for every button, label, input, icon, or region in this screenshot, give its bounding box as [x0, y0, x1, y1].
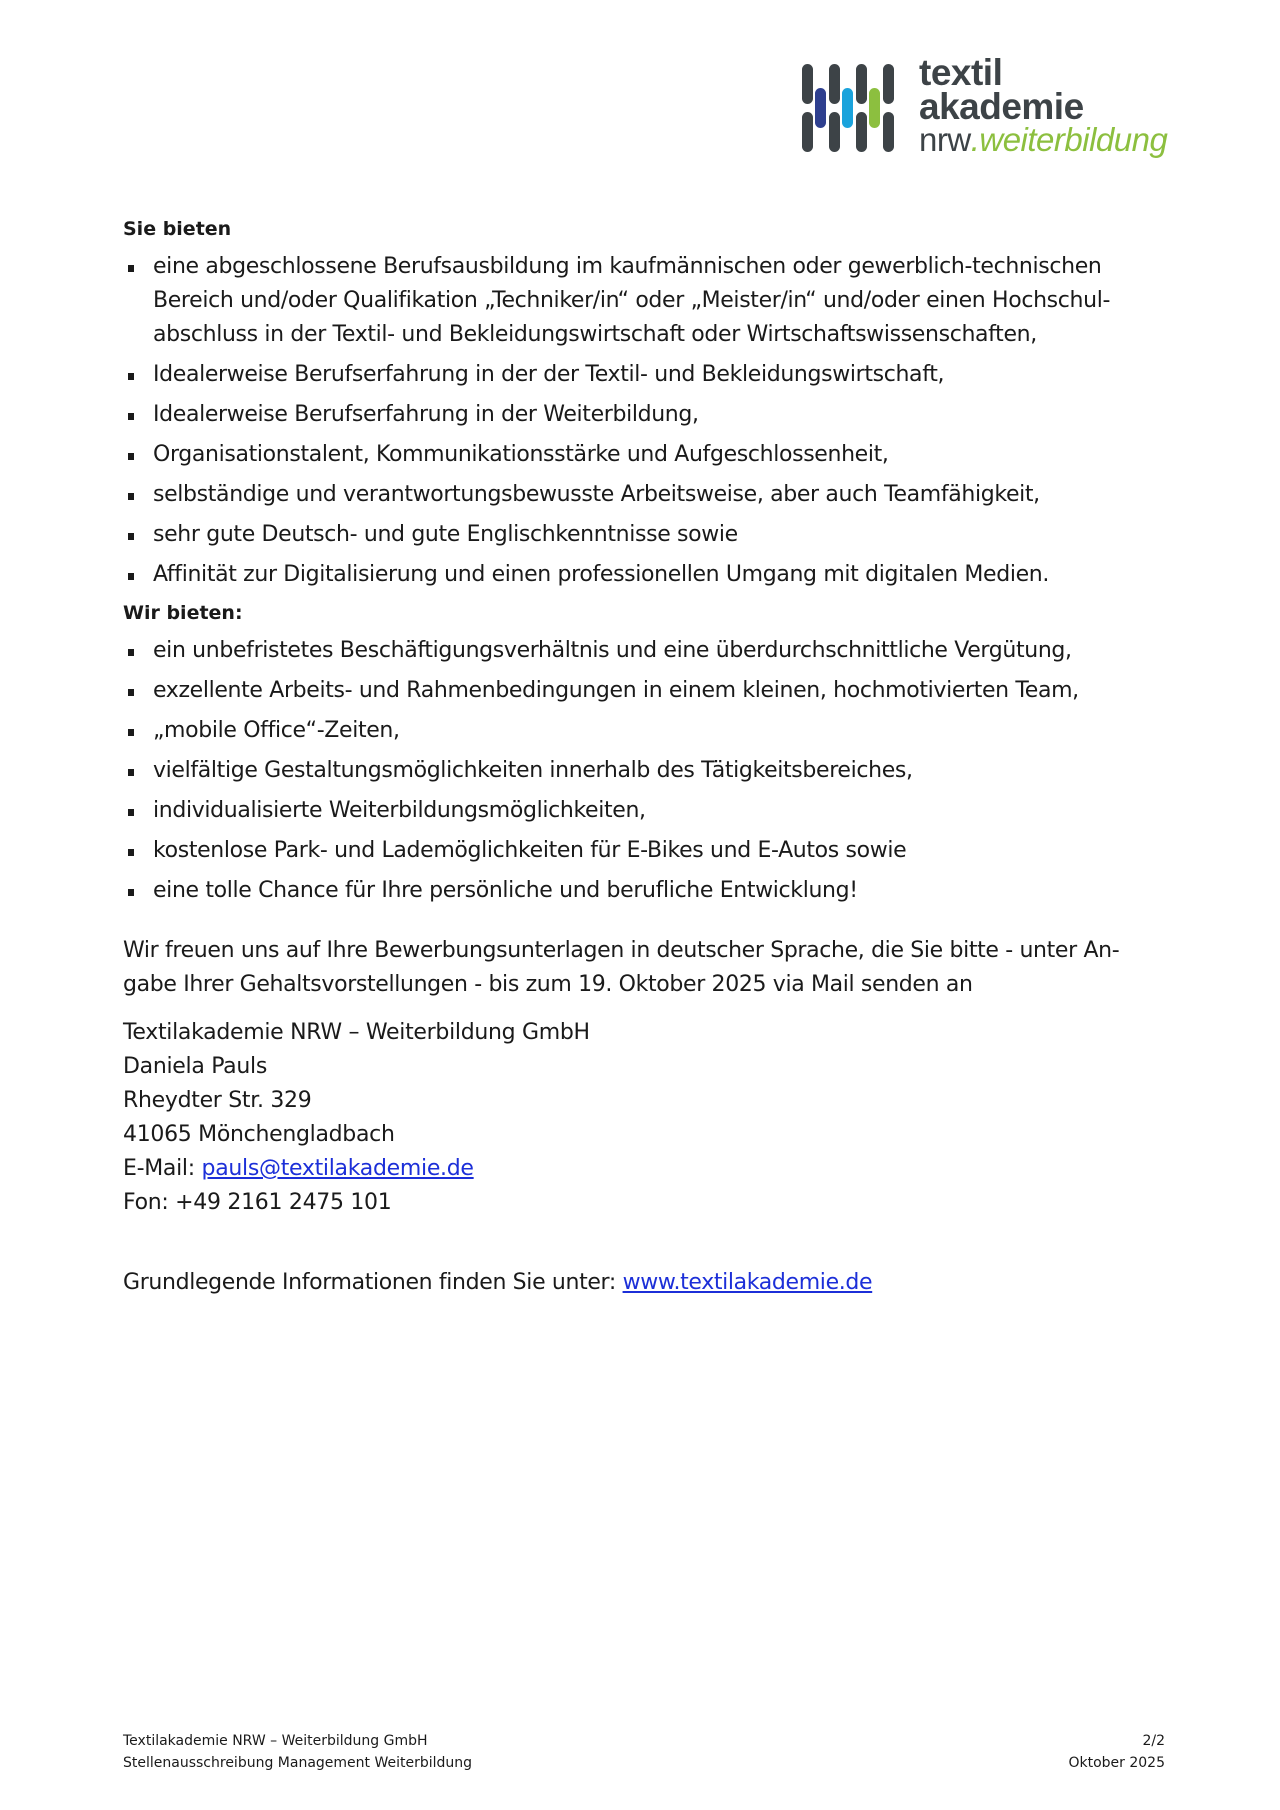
square-bullet-icon: [128, 373, 134, 380]
address-phone: Fon: +49 2161 2475 101: [123, 1190, 392, 1215]
list-item: Organisationstalent, Kommunikationsstärke und Aufgeschlossenheit,: [123, 438, 1173, 472]
address-street: Rheydter Str. 329: [123, 1088, 312, 1113]
heading-sie-bieten: Sie bieten: [123, 218, 232, 240]
info-line: Grundlegende Informationen finden Sie unter: www.textilakademie.de: [123, 1270, 873, 1295]
heading-wir-bieten: Wir bieten:: [123, 602, 243, 624]
list-item: sehr gute Deutsch- und gute Englischkenntnisse sowie: [123, 518, 1173, 552]
footer-document-title: Stellenausschreibung Management Weiterbildung: [123, 1755, 473, 1771]
textilakademie-logo: [800, 52, 1180, 162]
square-bullet-icon: [128, 889, 134, 896]
footer-left: [123, 1730, 472, 1774]
square-bullet-icon: [128, 769, 134, 776]
list-item: Affinität zur Digitalisierung und einen professionellen Umgang mit digitalen Medien.: [123, 558, 1173, 592]
square-bullet-icon: [128, 533, 134, 540]
list-item: ein unbefristetes Beschäftigungsverhältnis und eine überdurchschnittliche Vergütung,: [123, 634, 1173, 668]
square-bullet-icon: [128, 413, 134, 420]
logo-wordmark: [919, 52, 1168, 158]
application-paragraph: Wir freuen uns auf Ihre Bewerbungsunterlagen in deutscher Sprache, die Sie bitte - unter An- gabe Ihrer Gehaltsvorstellungen - bis zum 19. Oktober 2025 via Mail senden an: [123, 938, 1120, 997]
list-item: Idealerweise Berufserfahrung in der der Textil- und Bekleidungswirtschaft,: [123, 358, 1173, 392]
footer-date: Oktober 2025: [1068, 1755, 1165, 1771]
square-bullet-icon: [128, 649, 134, 656]
square-bullet-icon: [128, 809, 134, 816]
square-bullet-icon: [128, 689, 134, 696]
address-city: 41065 Mönchengladbach: [123, 1122, 395, 1147]
page-number: 2/2: [1142, 1733, 1165, 1749]
requirements-list: [123, 250, 1173, 592]
square-bullet-icon: [128, 849, 134, 856]
square-bullet-icon: [128, 453, 134, 460]
footer-right: [1068, 1730, 1165, 1774]
logo-bars-icon: [802, 64, 894, 160]
square-bullet-icon: [128, 493, 134, 500]
address-email-line: E-Mail: pauls@textilakademie.de: [123, 1156, 474, 1181]
list-item: „mobile Office“-Zeiten,: [123, 714, 1173, 748]
list-item: selbständige und verantwortungsbewusste Arbeitsweise, aber auch Teamfähigkeit,: [123, 478, 1173, 512]
list-item: Idealerweise Berufserfahrung in der Weiterbildung,: [123, 398, 1173, 432]
list-item: eine tolle Chance für Ihre persönliche und berufliche Entwicklung!: [123, 874, 1173, 908]
logo-line-textil: textil: [919, 52, 1003, 93]
list-item: exzellente Arbeits- und Rahmenbedingungen in einem kleinen, hochmotivierten Team,: [123, 674, 1173, 708]
email-link[interactable]: pauls@textilakademie.de: [201, 1156, 474, 1181]
benefits-list: [123, 634, 1173, 908]
square-bullet-icon: [128, 729, 134, 736]
address-contact: Daniela Pauls: [123, 1054, 267, 1079]
list-item: vielfältige Gestaltungsmöglichkeiten innerhalb des Tätigkeitsbereiches,: [123, 754, 1173, 788]
address-block: [123, 1016, 1173, 1220]
address-company: Textilakademie NRW – Weiterbildung GmbH: [123, 1020, 590, 1045]
footer-company: Textilakademie NRW – Weiterbildung GmbH: [123, 1733, 428, 1749]
square-bullet-icon: [128, 265, 134, 272]
logo-line-akademie: akademie: [919, 86, 1084, 127]
list-item: eine abgeschlossene Berufsausbildung im kaufmännischen oder gewerblich-technischen Bereich und/oder Qualifikation „Techniker/in“ oder „Meister/in“ und/oder einen Hochschul- abschluss in der Textil- und Bekleidungswirtschaft oder Wirtschaftswissenschaften,: [123, 250, 1173, 352]
website-link[interactable]: www.textilakademie.de: [622, 1270, 873, 1295]
square-bullet-icon: [128, 573, 134, 580]
logo-line-nrw: nrw.weiterbildung: [919, 121, 1168, 158]
list-item: individualisierte Weiterbildungsmöglichkeiten,: [123, 794, 1173, 828]
main-content: [123, 214, 1173, 1300]
list-item: kostenlose Park- und Lademöglichkeiten für E-Bikes und E-Autos sowie: [123, 834, 1173, 868]
